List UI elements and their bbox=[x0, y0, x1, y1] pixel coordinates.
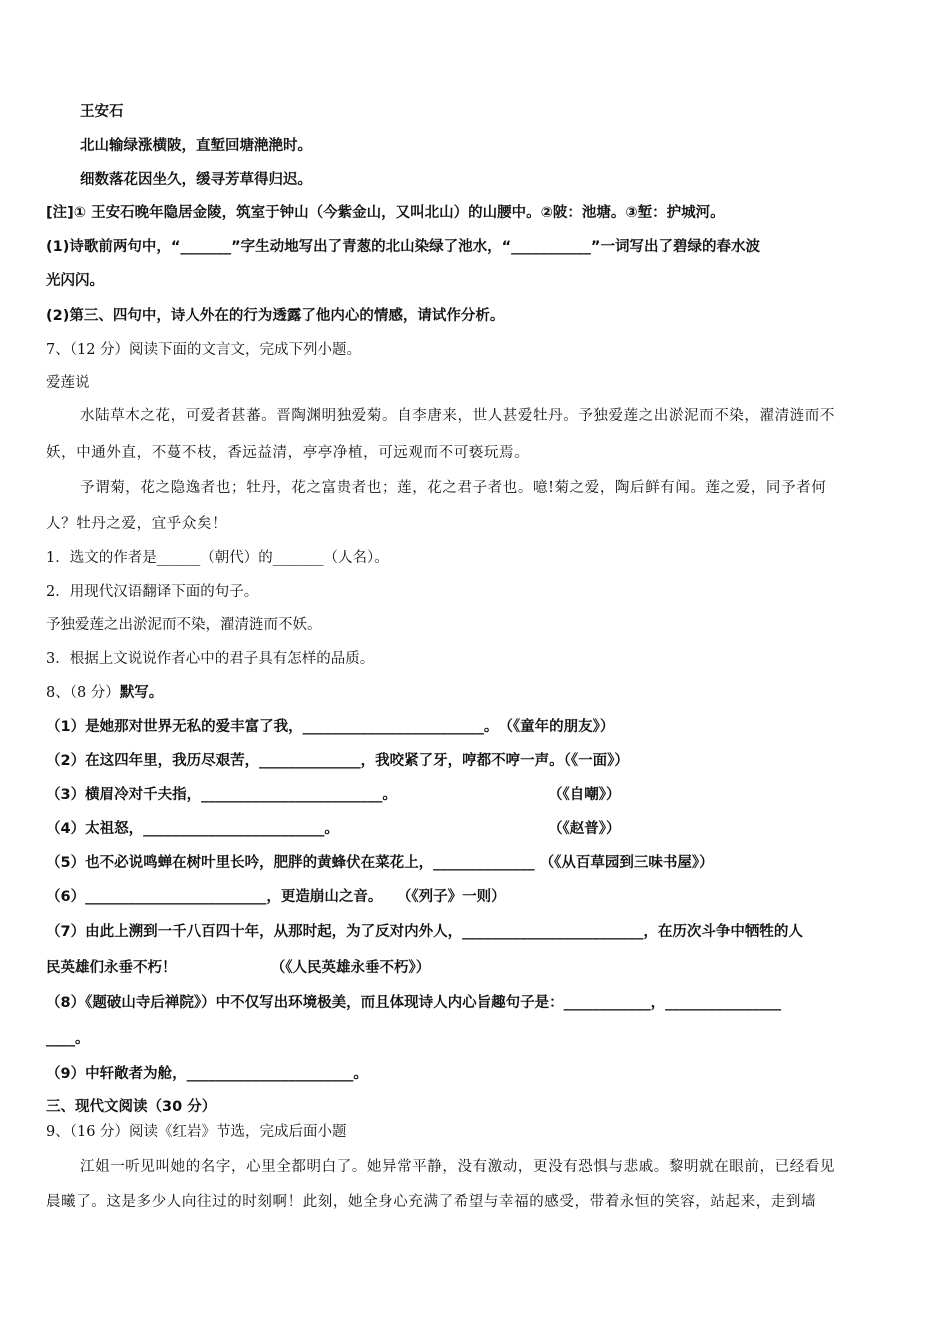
q8-item-8-line-1: （8）《题破山寺后禅院》）中不仅写出环境极美，而且体现诗人内心旨趣句子是：____________，________________ bbox=[46, 995, 782, 1011]
q7-passage-p2-line-1: 予谓菊，花之隐逸者也；牡丹，花之富贵者也；莲，花之君子者也。噫!菊之爱，陶后鲜有闻。莲之爱，同予者何 bbox=[80, 480, 827, 496]
q8-item-8-line-2: ____。 bbox=[46, 1031, 90, 1047]
q8-item-9: （9）中轩敞者为舱，_______________________。 bbox=[46, 1066, 368, 1082]
poem-question-2: (2)第三、四句中，诗人外在的行为透露了他内心的情感，请试作分析。 bbox=[46, 308, 505, 324]
q8-header-prefix: 8、（8 分） bbox=[46, 685, 120, 701]
poem-question-1-line-2: 光闪闪。 bbox=[46, 273, 104, 289]
poem-author: 王安石 bbox=[80, 104, 124, 120]
q7-subquestion-2-sentence: 予独爱莲之出淤泥而不染，濯清涟而不妖。 bbox=[46, 617, 322, 633]
q7-subquestion-2: 2．用现代汉语翻译下面的句子。 bbox=[46, 584, 259, 600]
q8-item-4: （4）太祖怒，_________________________。 bbox=[46, 821, 339, 837]
q8-header bbox=[46, 683, 163, 703]
q7-passage-p1-line-2: 妖，中通外直，不蔓不枝，香远益清，亭亭净植，可远观而不可亵玩焉。 bbox=[46, 445, 530, 461]
q9-passage-line-1: 江姐一听见叫她的名字，心里全都明白了。她异常平静，没有激动，更没有恐惧与悲戚。黎明就在眼前，已经看见 bbox=[80, 1159, 835, 1175]
q8-item-5: （5）也不必说鸣蝉在树叶里长吟，肥胖的黄蜂伏在菜花上，______________ （《从百草园到三味书屋》） bbox=[46, 855, 714, 871]
q8-item-3: （3）横眉冷对千夫指，_________________________。 bbox=[46, 787, 397, 803]
q8-item-7-line-1: （7）由此上溯到一千八百四十年，从那时起，为了反对内外人，_________________________，在历次斗争中牺牲的人 bbox=[46, 924, 803, 940]
q7-passage-p2-line-2: 人？牡丹之爱，宜乎众矣！ bbox=[46, 516, 228, 532]
q7-passage-p1-line-1: 水陆草木之花，可爱者甚蕃。晋陶渊明独爱菊。自李唐来，世人甚爱牡丹。予独爱莲之出淤泥而不染，濯清涟而不 bbox=[80, 408, 835, 424]
q8-item-7-line-2: 民英雄们永垂不朽！ （《人民英雄永垂不朽》） bbox=[46, 960, 431, 976]
q7-subquestion-1: 1．选文的作者是______（朝代）的_______（人名）。 bbox=[46, 550, 389, 566]
q8-item-2: （2）在这四年里，我历尽艰苦，______________，我咬紧了牙，哼都不哼一声。（《一面》） bbox=[46, 753, 629, 769]
q7-passage-title: 爱莲说 bbox=[46, 375, 90, 391]
q8-item-3-source: （《自嘲》） bbox=[548, 787, 621, 803]
q7-subquestion-3: 3．根据上文说说作者心中的君子具有怎样的品质。 bbox=[46, 651, 375, 667]
section-3-header: 三、现代文阅读（30 分） bbox=[46, 1099, 217, 1115]
q8-item-6: （6）_________________________，更造崩山之音。 （《列子》一则） bbox=[46, 889, 506, 905]
q9-passage-line-2: 晨曦了。这是多少人向往过的时刻啊！此刻，她全身心充满了希望与幸福的感受，带着永恒的笑容，站起来，走到墙 bbox=[46, 1194, 817, 1210]
poem-line-2: 细数落花因坐久，缓寻芳草得归迟。 bbox=[80, 172, 312, 188]
poem-line-1: 北山输绿涨横陂，直堑回塘滟滟时。 bbox=[80, 138, 312, 154]
q7-header: 7、（12 分）阅读下面的文言文，完成下列小题。 bbox=[46, 342, 362, 358]
q8-header-bold: 默写。 bbox=[119, 685, 164, 701]
q9-header: 9、（16 分）阅读《红岩》节选，完成后面小题 bbox=[46, 1124, 347, 1140]
poem-question-1-line-1: (1)诗歌前两句中，“_______”字生动地写出了青葱的北山染绿了池水，“___________”一词写出了碧绿的春水波 bbox=[46, 239, 760, 255]
poem-note: [注]① 王安石晚年隐居金陵，筑室于钟山（今紫金山，又叫北山）的山腰中。②陂：池塘。③堑：护城河。 bbox=[46, 205, 725, 221]
q8-item-4-source: （《赵普》） bbox=[548, 821, 621, 837]
q8-item-1: （1）是她那对世界无私的爱丰富了我，_________________________。 （《童年的朋友》） bbox=[46, 719, 615, 735]
